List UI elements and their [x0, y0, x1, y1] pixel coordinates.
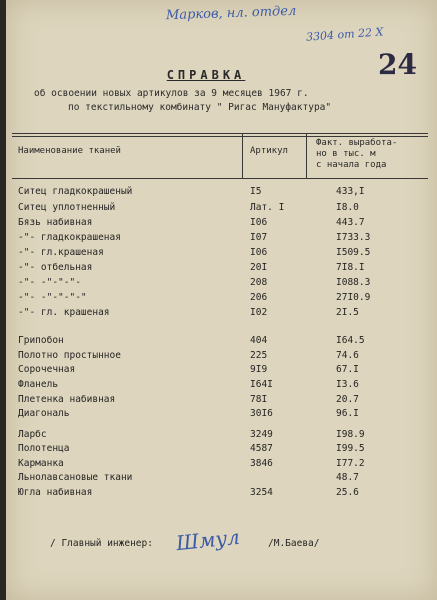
article-cell: 3254	[250, 487, 273, 498]
article-cell: 208	[250, 277, 268, 288]
article-cell: 3846	[250, 458, 273, 469]
handwritten-code: 3304 от 22 Х	[305, 25, 384, 44]
article-cell: I64I	[250, 379, 273, 390]
table-row	[6, 443, 437, 457]
fabric-name-cell: Плетенка набивная	[18, 394, 116, 405]
table-row	[6, 307, 437, 321]
fabric-name-cell: Карманка	[18, 458, 64, 469]
value-cell: 433,I	[336, 186, 365, 197]
value-cell: 25.6	[336, 487, 359, 498]
column-divider-1	[242, 133, 243, 179]
page-number: 24	[378, 48, 417, 81]
fabric-name-cell: -"- -"-"-"-	[18, 277, 81, 288]
fabric-name-cell: -"- гл.крашеная	[18, 247, 104, 258]
value-cell: 443.7	[336, 217, 365, 228]
table-row	[6, 277, 437, 291]
article-cell: I06	[250, 247, 268, 258]
article-cell: I07	[250, 232, 268, 243]
value-cell: 96.I	[336, 408, 359, 419]
document-title: СПРАВКА	[166, 68, 246, 82]
value-cell: 67.I	[336, 364, 359, 375]
table-top-rule-2	[12, 136, 428, 137]
table-row	[6, 186, 437, 200]
value-cell: 48.7	[336, 472, 359, 483]
document-subtitle-2: по текстильному комбинату " Ригас Мануфактура"	[68, 102, 332, 113]
signature-name: /М.Баева/	[268, 538, 320, 549]
article-cell: 404	[250, 335, 268, 346]
article-cell: 225	[250, 350, 268, 361]
article-cell: 78I	[250, 394, 268, 405]
value-cell: I99.5	[336, 443, 365, 454]
value-cell: I64.5	[336, 335, 365, 346]
value-cell: I8.0	[336, 202, 359, 213]
article-cell: 3249	[250, 429, 273, 440]
fabric-name-cell: -"- -"-"-"-"	[18, 292, 87, 303]
fabric-name-cell: Сорочечная	[18, 364, 76, 375]
header-article: Артикул	[250, 146, 288, 156]
table-row	[6, 232, 437, 246]
article-cell: Лат. I	[250, 202, 285, 213]
table-top-rule	[12, 133, 428, 134]
fabric-name-cell: Полотно простынное	[18, 350, 121, 361]
document-subtitle-1: об освоении новых артикулов за 9 месяцев 1967 г.	[34, 88, 309, 99]
value-cell: I733.3	[336, 232, 371, 243]
table-row	[6, 472, 437, 486]
fabric-name-cell: -"- отбельная	[18, 262, 93, 273]
fabric-name-cell: Ситец уплотненный	[18, 202, 116, 213]
table-row	[6, 379, 437, 393]
article-cell: 30I6	[250, 408, 273, 419]
article-cell: 4587	[250, 443, 273, 454]
fabric-name-cell: Льнолавсановые ткани	[18, 472, 133, 483]
table-row	[6, 364, 437, 378]
header-name: Наименование тканей	[18, 146, 121, 156]
table-row	[6, 350, 437, 364]
table-row	[6, 335, 437, 349]
table-row	[6, 394, 437, 408]
value-cell: 27I0.9	[336, 292, 371, 303]
column-divider-2	[306, 133, 307, 179]
table-row	[6, 458, 437, 472]
value-cell: 74.6	[336, 350, 359, 361]
handwritten-note: Марков, нл. отдел	[165, 3, 297, 24]
value-cell: I509.5	[336, 247, 371, 258]
document-sheet	[6, 0, 437, 600]
fabric-name-cell: Грипобон	[18, 335, 64, 346]
table-row	[6, 408, 437, 422]
value-cell: I088.3	[336, 277, 371, 288]
fabric-name-cell: Югла набивная	[18, 487, 93, 498]
fabric-name-cell: Диагональ	[18, 408, 70, 419]
table-row	[6, 429, 437, 443]
fabric-name-cell: Фланель	[18, 379, 59, 390]
article-cell: 206	[250, 292, 268, 303]
signature-role: / Главный инженер:	[50, 538, 153, 549]
table-row	[6, 292, 437, 306]
value-cell: I3.6	[336, 379, 359, 390]
value-cell: 2I.5	[336, 307, 359, 318]
article-cell: I06	[250, 217, 268, 228]
value-cell: I98.9	[336, 429, 365, 440]
fabric-name-cell: Полотенца	[18, 443, 70, 454]
article-cell: 20I	[250, 262, 268, 273]
fabric-name-cell: -"- гл. крашеная	[18, 307, 110, 318]
table-row	[6, 217, 437, 231]
fabric-name-cell: Ларбс	[18, 429, 47, 440]
table-header-rule	[12, 178, 428, 179]
header-value: Факт. выработа- но в тыс. м с начала года	[316, 138, 398, 170]
article-cell: I5	[250, 186, 262, 197]
article-cell: 9I9	[250, 364, 268, 375]
table-row	[6, 487, 437, 501]
value-cell: 7I8.I	[336, 262, 365, 273]
fabric-name-cell: -"- гладкокрашеная	[18, 232, 121, 243]
table-row	[6, 247, 437, 261]
table-row	[6, 202, 437, 216]
article-cell: I02	[250, 307, 268, 318]
fabric-name-cell: Бязь набивная	[18, 217, 93, 228]
value-cell: 20.7	[336, 394, 359, 405]
handwritten-signature: Шмул	[174, 524, 241, 556]
value-cell: I77.2	[336, 458, 365, 469]
table-row	[6, 262, 437, 276]
fabric-name-cell: Ситец гладкокрашеный	[18, 186, 133, 197]
